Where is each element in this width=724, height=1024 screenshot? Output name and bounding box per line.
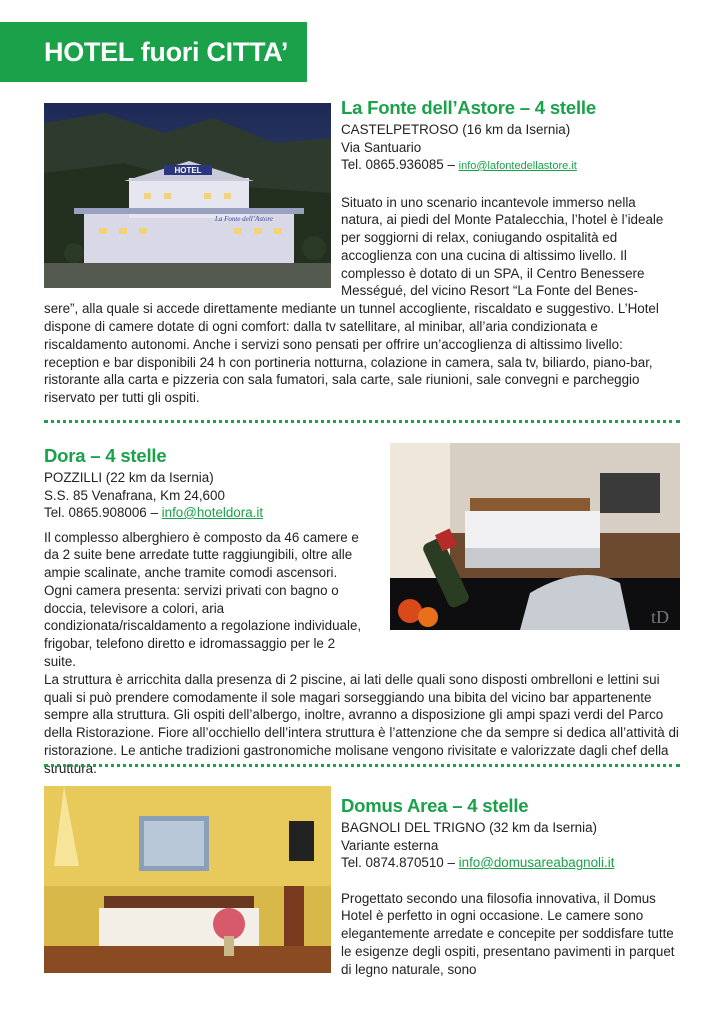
hotel-description-continued: La struttura è arricchita dalla presenza di 2 piscine, ai lati delle quali sono disposti ombrelloni e lettini sui quali si può prendere comodamente il sole magari sorseggiando una bibita del vicino bar appartenente sempre alla struttura. Gli ospiti dell’albergo, inoltre, avranno a disposizione gli ampi spazi verdi del Parco della Ristorazione. Fiore all’occhiello dell’intera struttura è l’attenzione che da sempre si dedica all’attività di ristorazione. Le antiche tradizioni gastronomiche molisane vengono rivisitate e valorizzate dagli chef della struttura. [44,671,679,776]
hotel-phone: Tel. 0865.936085 – [341,157,459,172]
hotel-phone-line [44,504,680,522]
hotel-facade-sign: La Fonte dell’Astore [214,215,274,223]
hotel-name: Dora – 4 stelle [44,445,167,466]
hotel-name: La Fonte dell’Astore – 4 stelle [341,97,596,118]
hotel-email-link[interactable]: info@lafontedellastore.it [458,160,577,172]
hotel-location: CASTELPETROSO (16 km da Isernia) [341,122,571,137]
hotel-phone-line [341,854,680,872]
hotel-section-la-fonte [44,97,680,407]
hotel-description: Situato in uno scenario incantevole immerso nella natura, ai piedi del Monte Patalecchia, l’hotel è l’ideale per soggiorni di relax, coniugando ospitalità ed accoglienza con una cucina di altissimo livello. Il complesso è dotato di un SPA, il Centro Benessere Mességué, del vicino Resort “La Fonte del Benes- [341,194,664,299]
hotel-address: S.S. 85 Venafrana, Km 24,600 [44,487,225,503]
hotel-address: Via Santuario [341,139,422,155]
hotel-section-domus-area [44,795,680,978]
hotel-section-dora [44,445,680,778]
page-header-banner [0,22,307,82]
hotel-roof-sign: HOTEL [174,166,202,175]
section-divider [44,764,680,767]
hotel-location: BAGNOLI DEL TRIGNO (32 km da Isernia) [341,820,597,835]
hotel-address: Variante esterna [341,837,439,853]
hotel-description: Progettato secondo una filosofia innovativa, il Domus Hotel è perfetto in ogni occasione. Le camere sono elegantemente arredate e concepite per soddisfare tutte le esigenze degli ospiti, presentano pavimenti in parquet di legno naturale, sono [341,890,675,977]
page-title: HOTEL fuori CITTA’ [44,37,289,67]
hotel-email-link[interactable]: info@hoteldora.it [161,505,264,520]
hotel-phone: Tel. 0874.870510 – [341,855,459,870]
hotel-name: Domus Area – 4 stelle [341,795,529,816]
hotel-phone: Tel. 0865.908006 – [44,505,162,520]
hotel-phone-line [341,156,680,176]
hotel-location: POZZILLI (22 km da Isernia) [44,470,214,485]
photo-watermark: tD [651,607,669,627]
hotel-description: Il complesso alberghiero è composto da 46 camere e da 2 suite bene arredate tutte raggiungibili, oltre alle ampie scalinate, anche tramite comodi ascensori. Ogni camera presenta: servizi privati con bagno o doccia, televisore a colori, aria condizionata/riscaldamento a regolazione individuale, frigobar, telefono diretto e idromassaggio per le 2 suite. [44,529,362,670]
hotel-description-continued: sere”, alla quale si accede direttamente mediante un tunnel accogliente, riscaldato e suggestivo. L’Hotel dispone di camere dotate di ogni comfort: dalla tv satellitare, al minibar, all’aria condizionata e riscaldamento autonomi. Anche i servizi sono pensati per offrire un’accoglienza di altissimo livello: reception e bar disponibili 24 h con portineria notturna, colazione in camera, sala tv, biliardo, piano-bar, ristorante alla carta e pizzeria con sala fumatori, sala carte, sale riunioni, sale convegni e parcheggio riservato per tutti gli ospiti. [44,301,659,406]
hotel-email-link[interactable]: info@domusareabagnoli.it [458,855,615,870]
section-divider [44,420,680,423]
